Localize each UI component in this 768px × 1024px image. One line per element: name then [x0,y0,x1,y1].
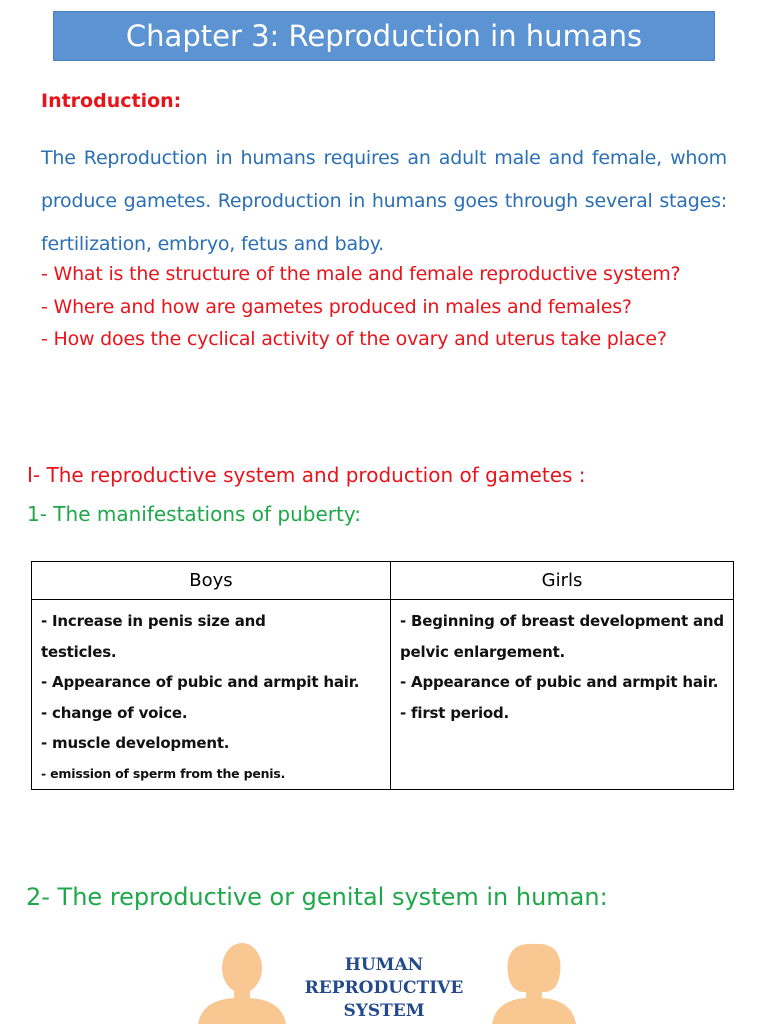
list-item: - Beginning of breast development and [400,612,724,630]
chapter-title: Chapter 3: Reproduction in humans [125,19,643,53]
list-item: - emission of sperm from the penis. [41,765,286,781]
figure-title [158,954,610,1023]
list-item: - Appearance of pubic and armpit hair. [400,673,719,691]
figure-title-line: HUMAN [344,955,424,975]
list-item: pelvic enlargement. [400,642,566,661]
list-item: - Appearance of pubic and armpit hair. [41,673,360,691]
table-header-girls: Girls [391,562,734,600]
intro-questions [41,258,680,356]
list-item: testicles. [41,642,117,661]
intro-heading: Introduction: [41,90,182,112]
question-item: - Where and how are gametes produced in males and females? [41,295,632,318]
reproductive-system-figure [158,928,610,1024]
list-item: - first period. [400,703,510,722]
girls-cell [391,600,734,790]
intro-paragraph: The Reproduction in humans requires an adult male and female, whom produce gametes. Reproduction in humans goes through several stages: fertilization, embryo, fetus and baby. [41,147,727,255]
table-header-boys: Boys [32,562,391,600]
question-item: - How does the cyclical activity of the ovary and uterus take place? [41,328,667,350]
section-heading: I- The reproductive system and production of gametes : [27,463,586,487]
boys-cell [32,600,391,790]
figure-title-line: REPRODUCTIVE [304,978,464,998]
sub-heading-puberty: 1- The manifestations of puberty: [27,502,361,526]
list-item: - muscle development. [41,734,230,752]
figure-title-line: SYSTEM [343,1001,425,1021]
puberty-table [31,561,734,790]
sub-heading-genital-system: 2- The reproductive or genital system in human: [26,883,608,911]
list-item: - change of voice. [41,703,188,722]
question-item: - What is the structure of the male and female reproductive system? [41,263,681,285]
list-item: - Increase in penis size and [41,612,266,630]
chapter-title-banner [53,11,715,61]
